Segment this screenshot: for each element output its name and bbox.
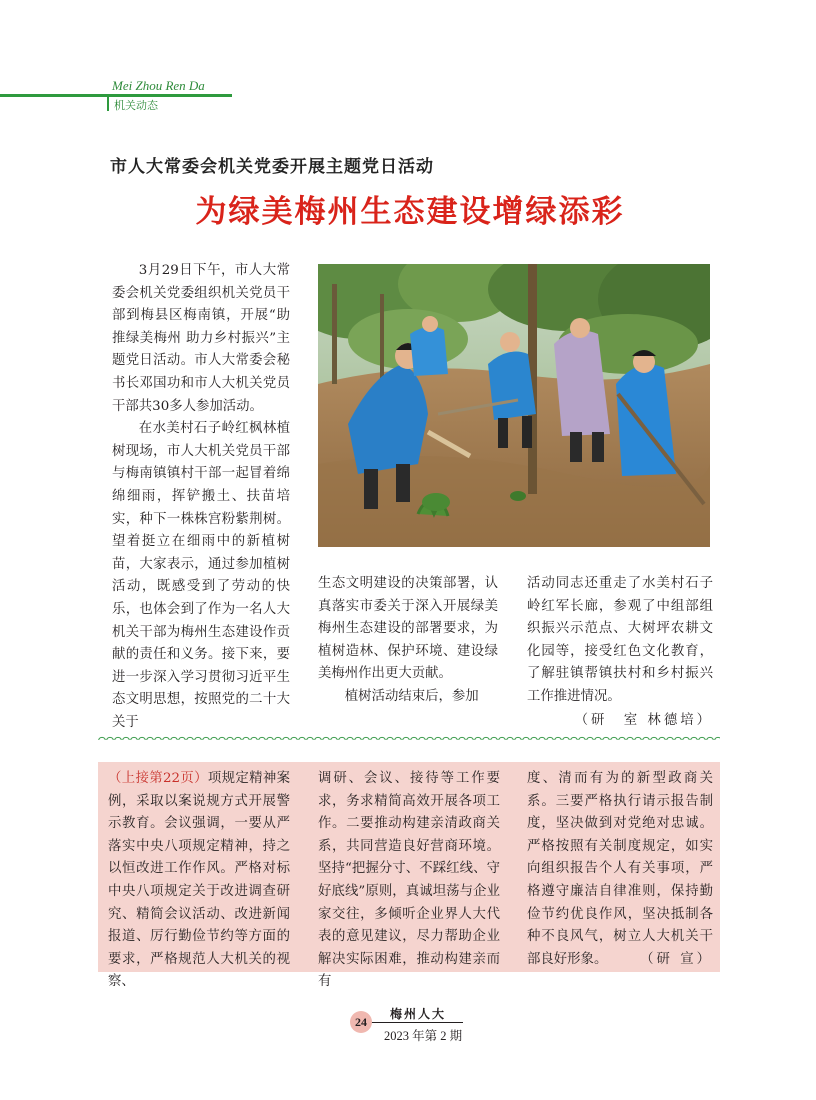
- continued-column-2: [318, 768, 500, 994]
- section-divider: [98, 730, 720, 740]
- paragraph: 度、清而有为的新型政商关系。三要严格执行请示报告制度，坚决做到对党绝对忠诚。严格按照有关制度规定，如实向组织报告个人有关事项，严格遵守廉洁自律准则，保持勤俭节约优良作风，坚决抵制各种不良风气，树立人大机关干部良好形象。: [527, 771, 713, 967]
- paragraph: 在水美村石子岭红枫林植树现场，市人大机关党员干部与梅南镇镇村干部一起冒着绵绵细雨，挥铲搬土、扶苗培实，种下一株株宫粉紫荆树。望着挺立在细雨中的新植树苗，大家表示，通过参加植树活动，既感受到了劳动的快乐，也体会到了作为一名人大机关干部为梅州生态建设作贡献的责任和义务。接下来，要进一步深入学习贯彻习近平生态文明思想，按照党的二十大关于: [112, 421, 290, 730]
- section-marker: [107, 97, 109, 111]
- box-signature: （研 宣）: [640, 951, 713, 967]
- footer-magazine-name: 梅州人大: [390, 1007, 447, 1021]
- continued-column-1: [108, 768, 290, 994]
- magazine-brand: Mei Zhou Ren Da: [112, 78, 205, 93]
- paragraph: 活动同志还重走了水美村石子岭红军长廊，参观了中组部组织振兴示范点、大树坪农耕文化园等，接受红色文化教育，了解驻镇帮镇扶村和乡村振兴工作推进情况。: [527, 576, 713, 704]
- article-subtitle: 市人大常委会机关党委开展主题党日活动: [110, 157, 434, 177]
- article-column-2: [318, 573, 498, 709]
- article-title: 为绿美梅州生态建设增绿添彩: [195, 194, 625, 230]
- paragraph: 3月29日下午，市人大常委会机关党委组织机关党员干部到梅县区梅南镇，开展“助推绿美梅州 助力乡村振兴”主题党日活动。市人大常委会秘书长邓国功和市人大机关党员干部共30多人参加活动。: [112, 263, 290, 414]
- paragraph: 调研、会议、接待等工作要求，务求精简高效开展各项工作。二要推动构建亲清政商关系，共同营造良好营商环境。坚持“把握分寸、不踩红线、守好底线”原则，真诚坦荡与企业家交往，多倾听企业界人大代表的意见建议，尽力帮助企业解决实际困难，推动构建亲而有: [318, 771, 500, 990]
- article-column-1: [112, 260, 290, 734]
- paragraph: 植树活动结束后，参加: [344, 688, 479, 704]
- author-signature: （研 室 林德培）: [574, 712, 713, 728]
- tree-planting-photo: [318, 264, 710, 547]
- continued-column-3: [527, 768, 713, 971]
- paragraph: 项规定精神案例，采取以案说规方式开展警示教育。会议强调，一要从严落实中央八项规定精神，持之以恒改进工作作风。严格对标中央八项规定关于改进调查研究、精简会议活动、改进新闻报道、厉行勤俭节约等方面的要求，严格规范人大机关的视察、: [108, 771, 290, 990]
- footer-rule: [368, 1022, 463, 1023]
- section-label: 机关动态: [114, 99, 158, 112]
- article-column-3: [527, 573, 713, 732]
- footer-issue: 2023 年第 2 期: [384, 1029, 463, 1043]
- continued-from-marker: （上接第22页）: [108, 771, 208, 786]
- paragraph: 生态文明建设的决策部署，认真落实市委关于深入开展绿美梅州生态建设的部署要求，为植树造林、保护环境、建设绿美梅州作出更大贡献。: [318, 576, 498, 682]
- page-number: 24: [350, 1011, 372, 1033]
